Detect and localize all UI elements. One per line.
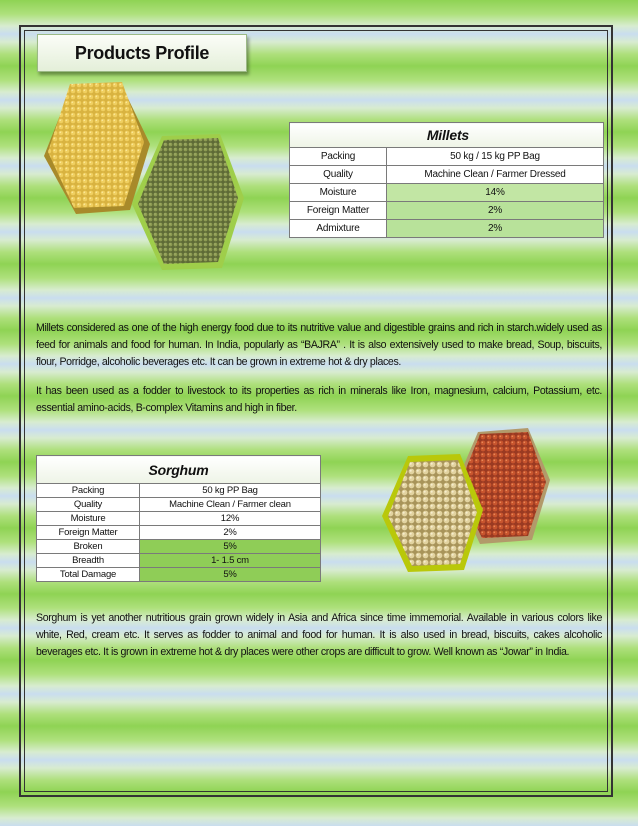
millet-green-image bbox=[128, 132, 246, 272]
row-label: Moisture bbox=[37, 512, 140, 526]
sorghum-description: Sorghum is yet another nutritious grain grown widely in Asia and Africa since time immemorial. Available in various colors like white, Red, cream etc. It serves as fodder to animal and food for human. It is also used in bread, biscuits, cakes alcoholic beverages etc. It is grown in extreme hot & dry places were other crops are difficult to grow. Well known as “Jowar” in India. bbox=[36, 612, 602, 658]
row-label: Packing bbox=[290, 148, 387, 166]
page-title: Products Profile bbox=[37, 34, 247, 72]
table-row bbox=[37, 540, 321, 554]
row-value: 14% bbox=[387, 184, 604, 202]
row-value: 1- 1.5 cm bbox=[140, 554, 321, 568]
row-label: Foreign Matter bbox=[290, 202, 387, 220]
table-row bbox=[37, 554, 321, 568]
row-label: Total Damage bbox=[37, 568, 140, 582]
row-value: 12% bbox=[140, 512, 321, 526]
table-row bbox=[37, 498, 321, 512]
row-label: Quality bbox=[37, 498, 140, 512]
millets-table-title: Millets bbox=[290, 123, 604, 148]
row-value: 2% bbox=[387, 202, 604, 220]
row-label: Admixture bbox=[290, 220, 387, 238]
row-label: Quality bbox=[290, 166, 387, 184]
table-row bbox=[290, 220, 604, 238]
row-value: 50 kg / 15 kg PP Bag bbox=[387, 148, 604, 166]
row-value: Machine Clean / Farmer Dressed bbox=[387, 166, 604, 184]
row-value: 5% bbox=[140, 568, 321, 582]
millets-spec-table bbox=[289, 122, 604, 238]
table-row bbox=[290, 184, 604, 202]
table-row bbox=[37, 568, 321, 582]
table-row bbox=[37, 484, 321, 498]
row-label: Foreign Matter bbox=[37, 526, 140, 540]
table-row bbox=[37, 526, 321, 540]
table-row bbox=[290, 202, 604, 220]
row-label: Breadth bbox=[37, 554, 140, 568]
row-value: Machine Clean / Farmer clean bbox=[140, 498, 321, 512]
table-row bbox=[290, 148, 604, 166]
sorghum-white-image bbox=[380, 454, 485, 574]
millets-description-2: It has been used as a fodder to livestock to its properties as rich in minerals like Iron, magnesium, calcium, Potassium, etc. essential amino-acids, B-complex Vitamins and high in fiber. bbox=[36, 385, 602, 414]
row-label: Moisture bbox=[290, 184, 387, 202]
millets-description: Millets considered as one of the high energy food due to its nutritive value and digestible grains and rich in starch.widely used as feed for animals and food for human. In India, popularly as “BAJRA” . It is also extensively used to make bread, Soup, biscuits, flour, Porridge, alcoholic beverages etc. It can be grown in extreme hot & dry places. bbox=[36, 322, 602, 368]
row-value: 2% bbox=[140, 526, 321, 540]
row-label: Broken bbox=[37, 540, 140, 554]
table-row bbox=[290, 166, 604, 184]
table-row bbox=[37, 512, 321, 526]
row-value: 2% bbox=[387, 220, 604, 238]
sorghum-table-title: Sorghum bbox=[37, 456, 321, 484]
row-value: 5% bbox=[140, 540, 321, 554]
row-value: 50 kg PP Bag bbox=[140, 484, 321, 498]
row-label: Packing bbox=[37, 484, 140, 498]
sorghum-spec-table bbox=[36, 455, 321, 582]
